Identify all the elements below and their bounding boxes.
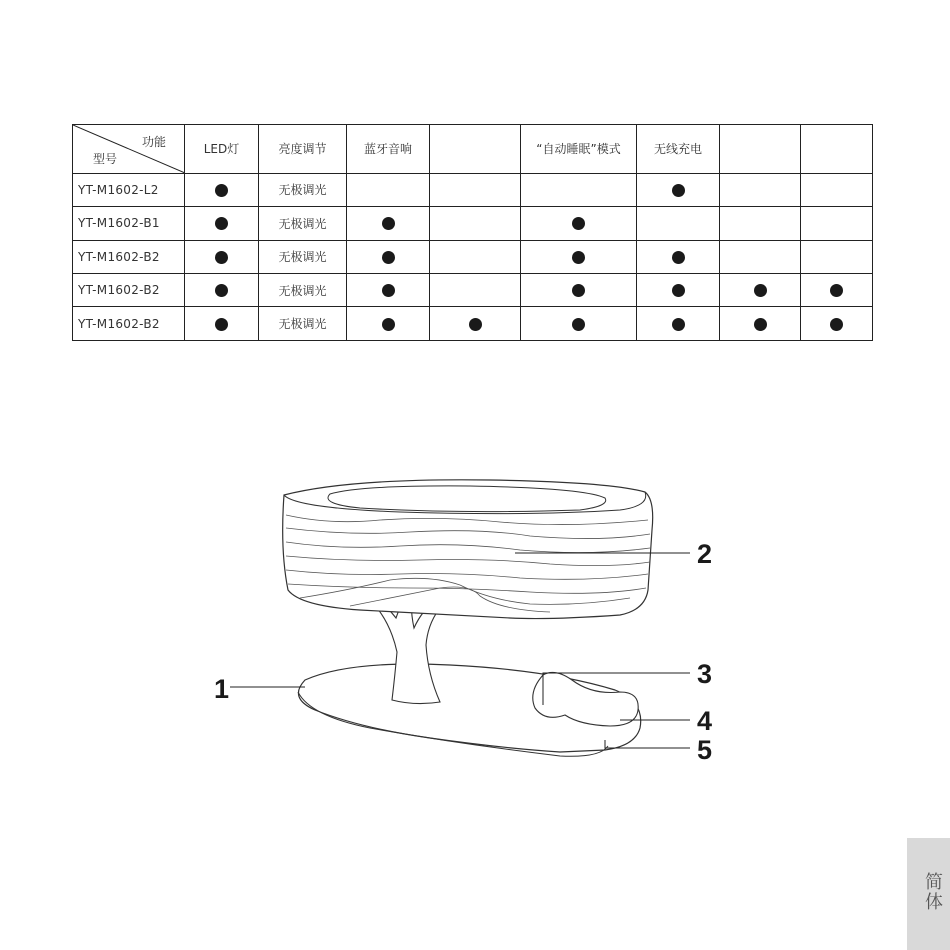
table-row xyxy=(73,173,873,206)
feature-dot xyxy=(754,318,767,331)
callout-1: 1 xyxy=(214,674,230,704)
feature-cell xyxy=(347,274,430,307)
feature-cell xyxy=(637,173,720,206)
feature-cell: 无极调光 xyxy=(259,207,347,240)
feature-dot xyxy=(215,184,228,197)
feature-cell xyxy=(637,274,720,307)
table-row xyxy=(73,240,873,273)
feature-dot xyxy=(215,284,228,297)
feature-cell xyxy=(801,207,873,240)
feature-cell: 无极调光 xyxy=(259,173,347,206)
feature-cell xyxy=(430,207,521,240)
feature-dot xyxy=(672,184,685,197)
column-header: “自动睡眠”模式 xyxy=(521,125,637,174)
feature-cell: 无极调光 xyxy=(259,307,347,341)
feature-cell xyxy=(185,240,259,273)
model-cell: YT-M1602-B2 xyxy=(73,240,185,273)
column-header: 蓝牙音响 xyxy=(347,125,430,174)
feature-cell xyxy=(185,173,259,206)
feature-cell xyxy=(430,307,521,341)
feature-cell xyxy=(637,207,720,240)
column-header xyxy=(720,125,801,174)
feature-cell xyxy=(801,307,873,341)
feature-cell xyxy=(801,173,873,206)
feature-dot xyxy=(382,217,395,230)
feature-dot xyxy=(672,284,685,297)
feature-cell xyxy=(430,240,521,273)
feature-dot xyxy=(469,318,482,331)
lamp-shade xyxy=(283,480,653,619)
header-corner-cell xyxy=(73,125,185,174)
column-header xyxy=(801,125,873,174)
feature-cell: 无极调光 xyxy=(259,274,347,307)
feature-cell xyxy=(430,173,521,206)
feature-dot xyxy=(754,284,767,297)
feature-cell xyxy=(521,207,637,240)
feature-dot xyxy=(215,217,228,230)
feature-cell xyxy=(430,274,521,307)
feature-cell xyxy=(521,173,637,206)
column-header: 无线充电 xyxy=(637,125,720,174)
model-cell: YT-M1602-B1 xyxy=(73,207,185,240)
language-tab xyxy=(907,838,950,950)
model-cell: YT-M1602-B2 xyxy=(73,307,185,341)
language-tab-label: 简体 xyxy=(922,872,943,912)
table-row xyxy=(73,207,873,240)
column-header xyxy=(430,125,521,174)
feature-dot xyxy=(382,284,395,297)
feature-cell: 无极调光 xyxy=(259,240,347,273)
feature-cell xyxy=(185,207,259,240)
feature-dot xyxy=(672,251,685,264)
function-label: 功能 xyxy=(141,135,166,149)
feature-dot xyxy=(215,251,228,264)
lamp-illustration xyxy=(200,470,740,780)
table-row xyxy=(73,307,873,341)
diagonal-divider xyxy=(73,125,185,173)
feature-dot xyxy=(572,284,585,297)
model-label: 型号 xyxy=(93,151,118,166)
feature-cell xyxy=(347,173,430,206)
feature-cell xyxy=(347,240,430,273)
feature-cell xyxy=(637,240,720,273)
feature-dot xyxy=(572,217,585,230)
feature-cell xyxy=(521,307,637,341)
feature-cell xyxy=(720,173,801,206)
table-row xyxy=(73,274,873,307)
feature-table xyxy=(72,124,873,341)
feature-cell xyxy=(185,307,259,341)
callout-2: 2 xyxy=(697,539,713,569)
callout-4: 4 xyxy=(697,706,713,736)
feature-cell xyxy=(185,274,259,307)
feature-cell xyxy=(720,240,801,273)
model-cell: YT-M1602-B2 xyxy=(73,274,185,307)
model-cell: YT-M1602-L2 xyxy=(73,173,185,206)
feature-dot xyxy=(382,251,395,264)
column-header: 亮度调节 xyxy=(259,125,347,174)
callout-5: 5 xyxy=(697,735,713,765)
feature-cell xyxy=(637,307,720,341)
feature-cell xyxy=(801,274,873,307)
callout-3: 3 xyxy=(697,659,713,689)
feature-cell xyxy=(347,207,430,240)
feature-cell xyxy=(521,240,637,273)
feature-dot xyxy=(830,318,843,331)
feature-dot xyxy=(572,251,585,264)
feature-cell xyxy=(521,274,637,307)
feature-cell xyxy=(347,307,430,341)
table-header-row xyxy=(73,125,873,174)
feature-dot xyxy=(382,318,395,331)
feature-dot xyxy=(672,318,685,331)
feature-dot xyxy=(215,318,228,331)
feature-dot xyxy=(830,284,843,297)
feature-cell xyxy=(720,207,801,240)
feature-dot xyxy=(572,318,585,331)
feature-cell xyxy=(801,240,873,273)
column-header: LED灯 xyxy=(185,125,259,174)
feature-cell xyxy=(720,307,801,341)
feature-cell xyxy=(720,274,801,307)
